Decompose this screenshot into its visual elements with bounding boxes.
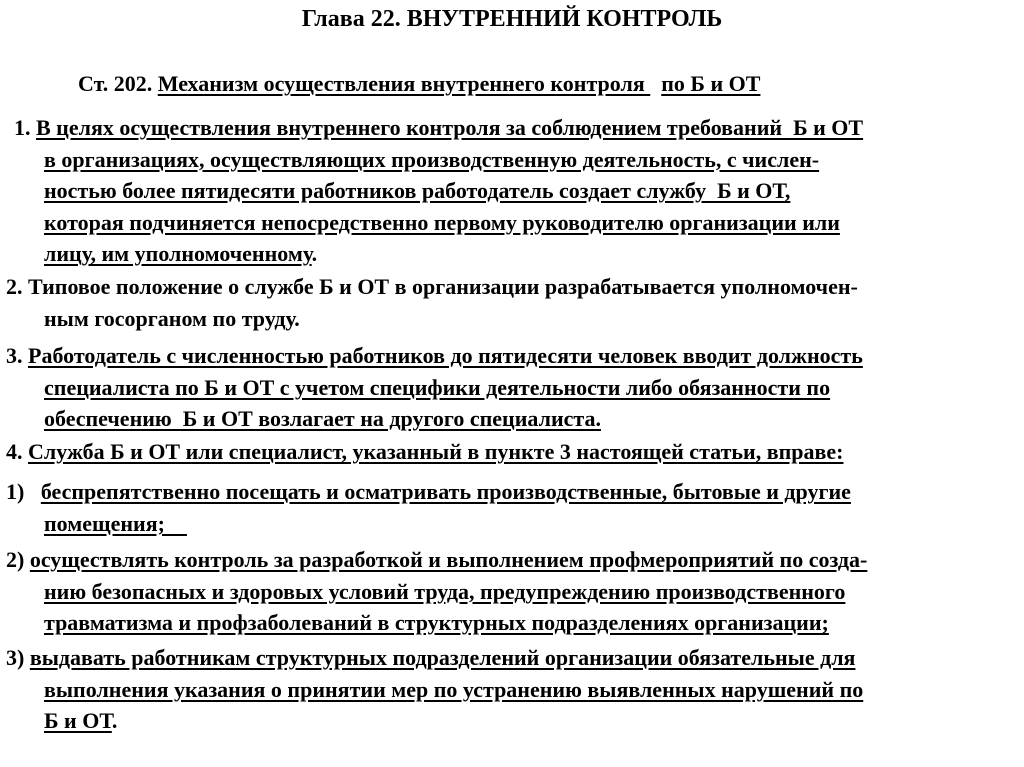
article-title-gap [650, 71, 661, 96]
paragraph-number: 2. [6, 274, 28, 299]
paragraph-2 [0, 271, 1024, 334]
paragraph-1 [0, 112, 1024, 270]
paragraph-line: обеспечению Б и ОТ возлагает на другого специалиста. [44, 406, 601, 431]
paragraph-line: помещения; [44, 510, 187, 536]
paragraph-line: нию безопасных и здоровых условий труда, предупреждению производственного [44, 578, 846, 604]
article-title-tail: по Б и ОТ [661, 71, 761, 96]
paragraph-number: 1. [14, 115, 36, 140]
paragraph-line: беспрепятственно посещать и осматривать производственные, бытовые и другие [40, 479, 851, 504]
paragraph-line: Работодатель с численностью работников до пятидесяти человек вводит должность [28, 343, 863, 368]
list-item-2 [0, 544, 1024, 639]
paragraph-line: которая подчиняется непосредственно первому руководителю организации или [44, 209, 840, 235]
paragraph-line: ным госорганом по труду. [44, 305, 300, 331]
article-title-main: Механизм осуществления внутреннего контроля [157, 71, 651, 96]
paragraph-line: травматизма и профзаболеваний в структурных подразделениях организации; [44, 610, 829, 635]
paragraph-line: Типовое положение о службе Б и ОТ в организации разрабатывается уполномочен- [28, 274, 858, 299]
list-item-number: 2) [6, 547, 30, 572]
paragraph-line: В целях осуществления внутреннего контроля за соблюдением требований Б и ОТ [36, 115, 864, 140]
article-prefix: Ст. 202. [78, 71, 158, 96]
paragraph-line: специалиста по Б и ОТ с учетом специфики деятельности либо обязанности по [44, 374, 831, 400]
paragraph-line: Служба Б и ОТ или специалист, указанный в пункте 3 настоящей статьи, вправе: [28, 439, 844, 464]
paragraph-line: осуществлять контроль за разработкой и выполнением профмероприятий по созда- [29, 547, 868, 572]
paragraph-3 [0, 340, 1024, 435]
paragraph-end: . [111, 708, 118, 733]
paragraph-4 [0, 436, 1024, 468]
paragraph-line: выдавать работникам структурных подразделений организации обязательные для [29, 645, 856, 670]
paragraph-end: . [311, 241, 318, 266]
list-item-number: 1) [6, 479, 41, 504]
paragraph-line: выполнения указания о принятии мер по устранению выявленных нарушений по [44, 676, 864, 702]
list-item-3 [0, 642, 1024, 737]
list-item-1 [0, 476, 1024, 539]
paragraph-number: 3. [6, 343, 28, 368]
paragraph-line: в организациях, осуществляющих производственную деятельность, с числен- [44, 146, 820, 172]
paragraph-line: лицу, им уполномоченному [44, 241, 312, 266]
paragraph-line: ностью более пятидесяти работников работодатель создает службу Б и ОТ, [44, 178, 791, 203]
paragraph-number: 4. [6, 439, 28, 464]
list-item-number: 3) [6, 645, 30, 670]
paragraph-line: Б и ОТ [44, 708, 112, 733]
chapter-title: Глава 22. ВНУТРЕННИЙ КОНТРОЛЬ [301, 6, 723, 32]
article-title [78, 70, 760, 98]
